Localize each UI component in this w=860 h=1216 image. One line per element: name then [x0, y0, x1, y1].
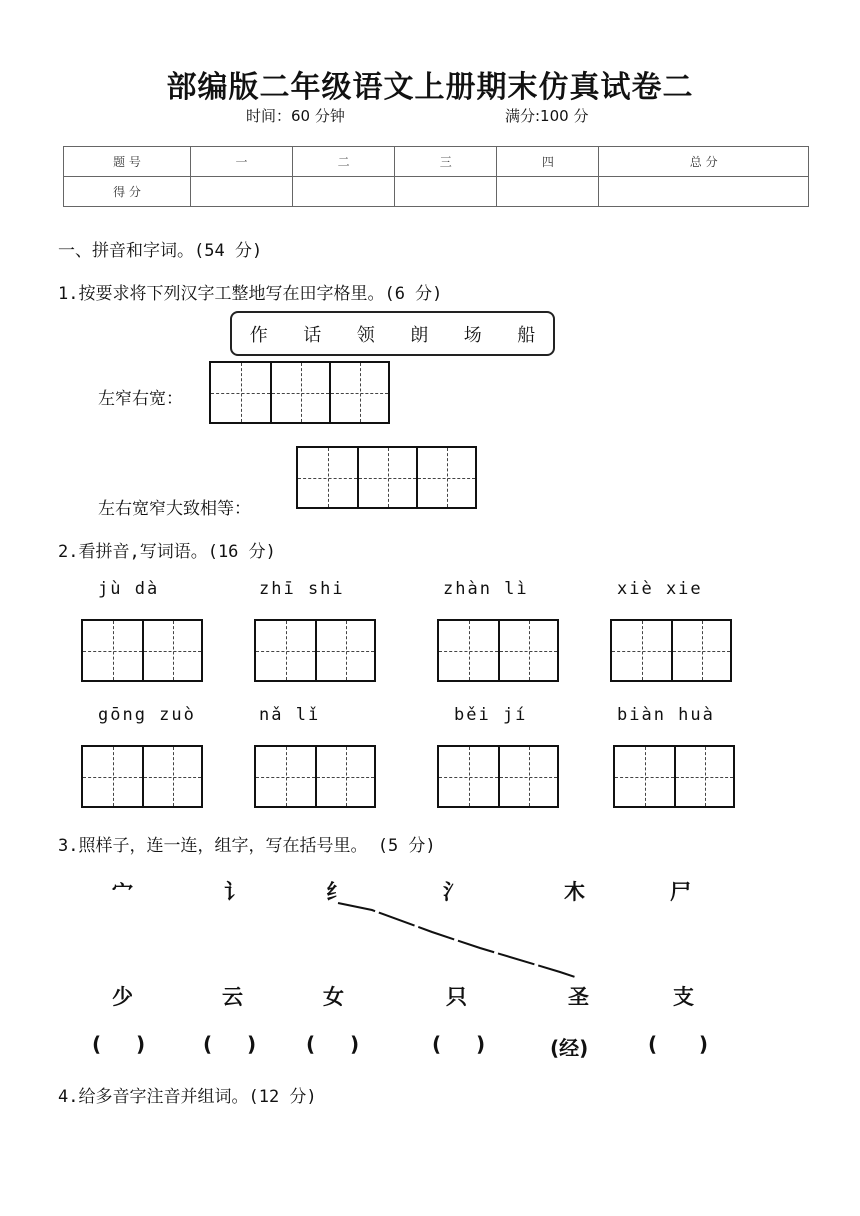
radical: 纟 — [326, 880, 347, 904]
question-2-title: 2.看拼音,写词语。(16 分) — [58, 542, 276, 562]
pinyin-prompt: xiè xie — [617, 579, 703, 599]
pinyin-prompt: zhī shi — [259, 579, 345, 599]
radical: 讠 — [224, 880, 245, 904]
pinyin-prompt: zhàn lì — [443, 579, 529, 599]
score-table-cell: 题 号 — [64, 147, 191, 177]
score-table-cell: 二 — [293, 147, 395, 177]
score-table-cell: 得 分 — [64, 177, 191, 207]
answer-blank[interactable]: ( ) — [92, 1032, 146, 1056]
pinyin-prompt: jù dà — [98, 579, 160, 599]
score-table-cell: 一 — [191, 147, 293, 177]
word-bank-char: 作 — [249, 324, 268, 346]
question-1-title: 1.按要求将下列汉字工整地写在田字格里。(6 分) — [58, 284, 443, 304]
word-bank-char: 领 — [356, 324, 375, 346]
exam-full-score: 满分:100 分 — [505, 107, 589, 125]
answer-example: (经) — [550, 1036, 589, 1060]
component-char: 女 — [323, 985, 344, 1009]
answer-blank[interactable]: ( ) — [432, 1032, 486, 1056]
component-char: 只 — [446, 985, 467, 1009]
radical: 木 — [564, 880, 585, 904]
word-bank-char: 朗 — [410, 324, 429, 346]
score-table-cell: 三 — [395, 147, 497, 177]
answer-blank[interactable]: ( ) — [648, 1032, 709, 1056]
radical: 尸 — [670, 880, 691, 904]
pinyin-prompt: biàn huà — [617, 705, 715, 725]
label-equal-width: 左右宽窄大致相等： — [98, 499, 251, 519]
component-char: 少 — [112, 985, 133, 1009]
score-table-cell: 总 分 — [599, 147, 809, 177]
word-bank-char: 场 — [463, 324, 482, 346]
pinyin-prompt: gōng zuò — [98, 705, 196, 725]
component-char: 支 — [673, 985, 694, 1009]
radical: 氵 — [443, 880, 464, 904]
pinyin-prompt: nǎ lǐ — [259, 705, 321, 725]
word-bank-char: 话 — [303, 324, 322, 346]
answer-blank[interactable]: ( ) — [203, 1032, 257, 1056]
pinyin-prompt: běi jí — [454, 705, 528, 725]
question-4-title: 4.给多音字注音并组词。(12 分) — [58, 1087, 317, 1107]
exam-time: 时间：60 分钟 — [246, 107, 345, 125]
exam-title: 部编版二年级语文上册期末仿真试卷二 — [166, 70, 694, 105]
answer-blank[interactable]: ( ) — [306, 1032, 360, 1056]
score-table-cell: 四 — [497, 147, 599, 177]
component-char: 圣 — [568, 985, 589, 1009]
word-bank-char: 船 — [517, 324, 536, 346]
section-1-heading: 一、拼音和字词。(54 分) — [58, 241, 263, 261]
radical: 宀 — [112, 880, 133, 904]
matching-line — [338, 903, 578, 978]
label-narrow-wide: 左窄右宽： — [98, 389, 183, 409]
component-char: 云 — [222, 985, 243, 1009]
question-3-title: 3.照样子，连一连，组字，写在括号里。 (5 分) — [58, 836, 436, 856]
